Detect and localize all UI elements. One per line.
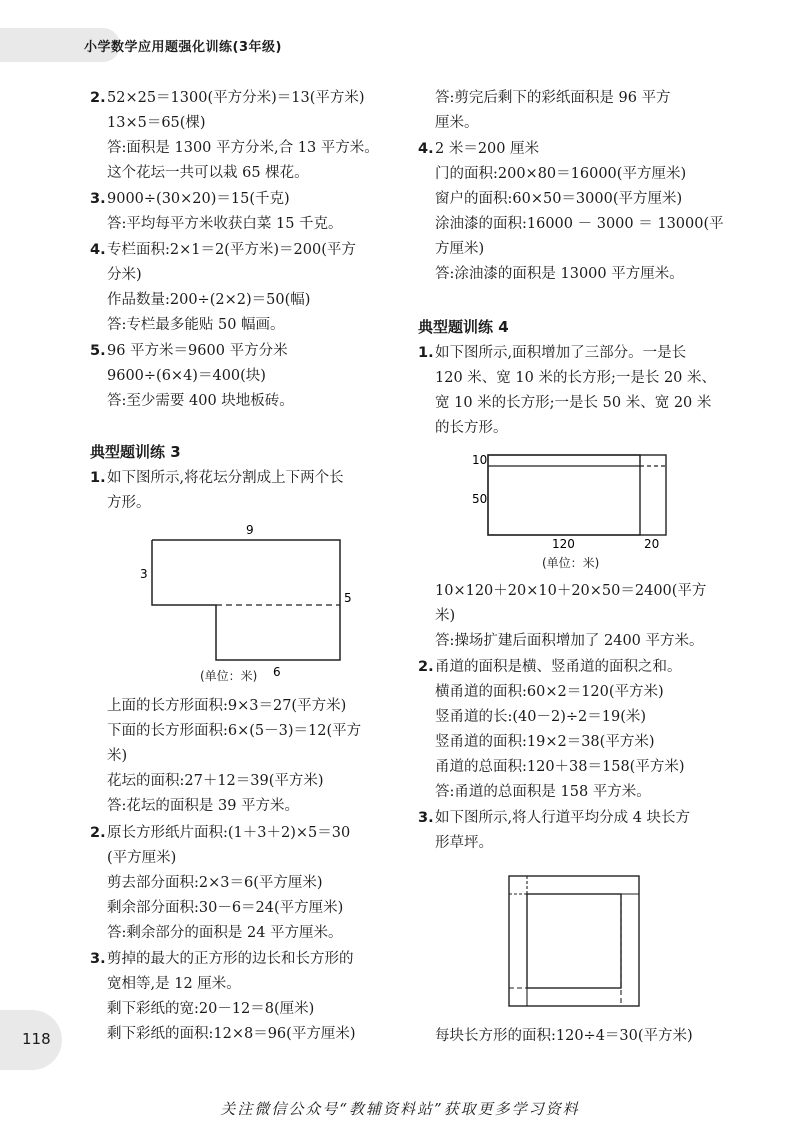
unit-caption: (单位：米) bbox=[542, 556, 600, 570]
item-number: 3. bbox=[418, 810, 434, 826]
text-line: 52×25＝1300(平方分米)＝13(平方米) bbox=[107, 90, 365, 106]
text-line: 答:剪完后剩下的彩纸面积是 96 平方 bbox=[435, 90, 671, 106]
item-number: 3. bbox=[90, 951, 106, 967]
dim-label: 20 bbox=[644, 537, 660, 551]
book-title: 小学数学应用题强化训练(3年级) bbox=[84, 40, 282, 55]
text-line: 方形。 bbox=[107, 495, 151, 511]
text-line: 答:甬道的总面积是 158 平方米。 bbox=[435, 784, 651, 800]
text-line: 答:面积是 1300 平方分米,合 13 平方米。 bbox=[107, 140, 379, 156]
text-line: 答:剩余部分的面积是 24 平方厘米。 bbox=[107, 925, 343, 941]
text-line: 的长方形。 bbox=[435, 420, 508, 436]
text-line: 剩下彩纸的宽:20－12＝8(厘米) bbox=[107, 1001, 315, 1017]
text-line: 9000÷(30×20)＝15(千克) bbox=[107, 191, 290, 207]
text-line: 宽 10 米的长方形;一是长 50 米、宽 20 米 bbox=[435, 395, 712, 411]
item-number: 1. bbox=[418, 345, 434, 361]
item-number: 3. bbox=[90, 191, 106, 207]
item-number: 4. bbox=[90, 242, 106, 258]
text-line: 窗户的面积:60×50＝3000(平方厘米) bbox=[435, 191, 683, 207]
text-line: 如下图所示,将花坛分割成上下两个长 bbox=[107, 470, 344, 486]
text-line: 甬道的总面积:120＋38＝158(平方米) bbox=[435, 759, 685, 775]
text-line: 甬道的面积是横、竖甬道的面积之和。 bbox=[435, 659, 682, 675]
item-number: 2. bbox=[418, 659, 434, 675]
text-line: (平方厘米) bbox=[107, 850, 177, 866]
item-number: 2. bbox=[90, 90, 106, 106]
text-line: 答:专栏最多能贴 50 幅画。 bbox=[107, 317, 285, 333]
text-line: 作品数量:200÷(2×2)＝50(幅) bbox=[107, 292, 311, 308]
text-line: 每块长方形的面积:120÷4＝30(平方米) bbox=[435, 1028, 693, 1044]
text-line: 剪掉的最大的正方形的边长和长方形的 bbox=[107, 951, 354, 967]
text-line: 答:平均每平方米收获白菜 15 千克。 bbox=[107, 216, 343, 232]
text-line: 120 米、宽 10 米的长方形;一是长 20 米、 bbox=[435, 370, 717, 386]
unit-caption: (单位：米) bbox=[200, 669, 258, 683]
item-number: 2. bbox=[90, 825, 106, 841]
item-number: 5. bbox=[90, 343, 106, 359]
text-line: 答:至少需要 400 块地板砖。 bbox=[107, 393, 294, 409]
text-line: 上面的长方形面积:9×3＝27(平方米) bbox=[107, 698, 347, 714]
text-line: 10×120＋20×10＋20×50＝2400(平方 bbox=[435, 583, 707, 599]
text-line: 96 平方米＝9600 平方分米 bbox=[107, 343, 288, 359]
text-line: 答:花坛的面积是 39 平方米。 bbox=[107, 798, 300, 814]
lawn-figure bbox=[505, 872, 645, 1012]
text-line: 涂油漆的面积:16000 － 3000 ＝ 13000(平 bbox=[435, 216, 724, 232]
text-line: 竖甬道的面积:19×2＝38(平方米) bbox=[435, 734, 655, 750]
text-line: 如下图所示,面积增加了三部分。一是长 bbox=[435, 345, 687, 361]
dim-label: 10 bbox=[472, 453, 488, 467]
text-line: 米) bbox=[107, 748, 128, 764]
item-number: 1. bbox=[90, 470, 106, 486]
text-line: 形草坪。 bbox=[435, 835, 493, 851]
text-line: 厘米。 bbox=[435, 115, 479, 131]
text-line: 专栏面积:2×1＝2(平方米)＝200(平方 bbox=[107, 242, 356, 258]
section-heading: 典型题训练 4 bbox=[418, 318, 509, 336]
text-line: 方厘米) bbox=[435, 241, 485, 257]
text-line: 米) bbox=[435, 608, 456, 624]
text-line: 13×5＝65(棵) bbox=[107, 115, 206, 131]
dim-label: 50 bbox=[472, 492, 488, 506]
text-line: 横甬道的面积:60×2＝120(平方米) bbox=[435, 684, 664, 700]
text-line: 花坛的面积:27＋12＝39(平方米) bbox=[107, 773, 324, 789]
dim-label: 9 bbox=[246, 523, 254, 537]
text-line: 剩余部分面积:30－6＝24(平方厘米) bbox=[107, 900, 344, 916]
dim-label: 3 bbox=[140, 567, 148, 581]
text-line: 这个花坛一共可以栽 65 棵花。 bbox=[107, 165, 309, 181]
text-line: 如下图所示,将人行道平均分成 4 块长方 bbox=[435, 810, 691, 826]
text-line: 竖甬道的长:(40－2)÷2＝19(米) bbox=[435, 709, 647, 725]
dim-label: 6 bbox=[273, 665, 281, 679]
text-line: 剪去部分面积:2×3＝6(平方厘米) bbox=[107, 875, 323, 891]
text-line: 2 米＝200 厘米 bbox=[435, 141, 540, 157]
dim-label: 120 bbox=[552, 537, 575, 551]
text-line: 分米) bbox=[107, 267, 142, 283]
text-line: 答:操场扩建后面积增加了 2400 平方米。 bbox=[435, 633, 704, 649]
section-heading: 典型题训练 3 bbox=[90, 443, 181, 461]
page-number: 118 bbox=[22, 1030, 51, 1048]
text-line: 下面的长方形面积:6×(5－3)＝12(平方 bbox=[107, 723, 362, 739]
text-line: 宽相等,是 12 厘米。 bbox=[107, 976, 241, 992]
text-line: 答:涂油漆的面积是 13000 平方厘米。 bbox=[435, 266, 684, 282]
text-line: 门的面积:200×80＝16000(平方厘米) bbox=[435, 166, 687, 182]
dim-label: 5 bbox=[344, 591, 352, 605]
playground-figure bbox=[460, 448, 690, 556]
text-line: 9600÷(6×4)＝400(块) bbox=[107, 368, 266, 384]
item-number: 4. bbox=[418, 141, 434, 157]
footer-note: 关注微信公众号“教辅资料站”获取更多学习资料 bbox=[220, 1100, 580, 1118]
text-line: 剩下彩纸的面积:12×8＝96(平方厘米) bbox=[107, 1026, 356, 1042]
text-line: 原长方形纸片面积:(1＋3＋2)×5＝30 bbox=[107, 825, 351, 841]
